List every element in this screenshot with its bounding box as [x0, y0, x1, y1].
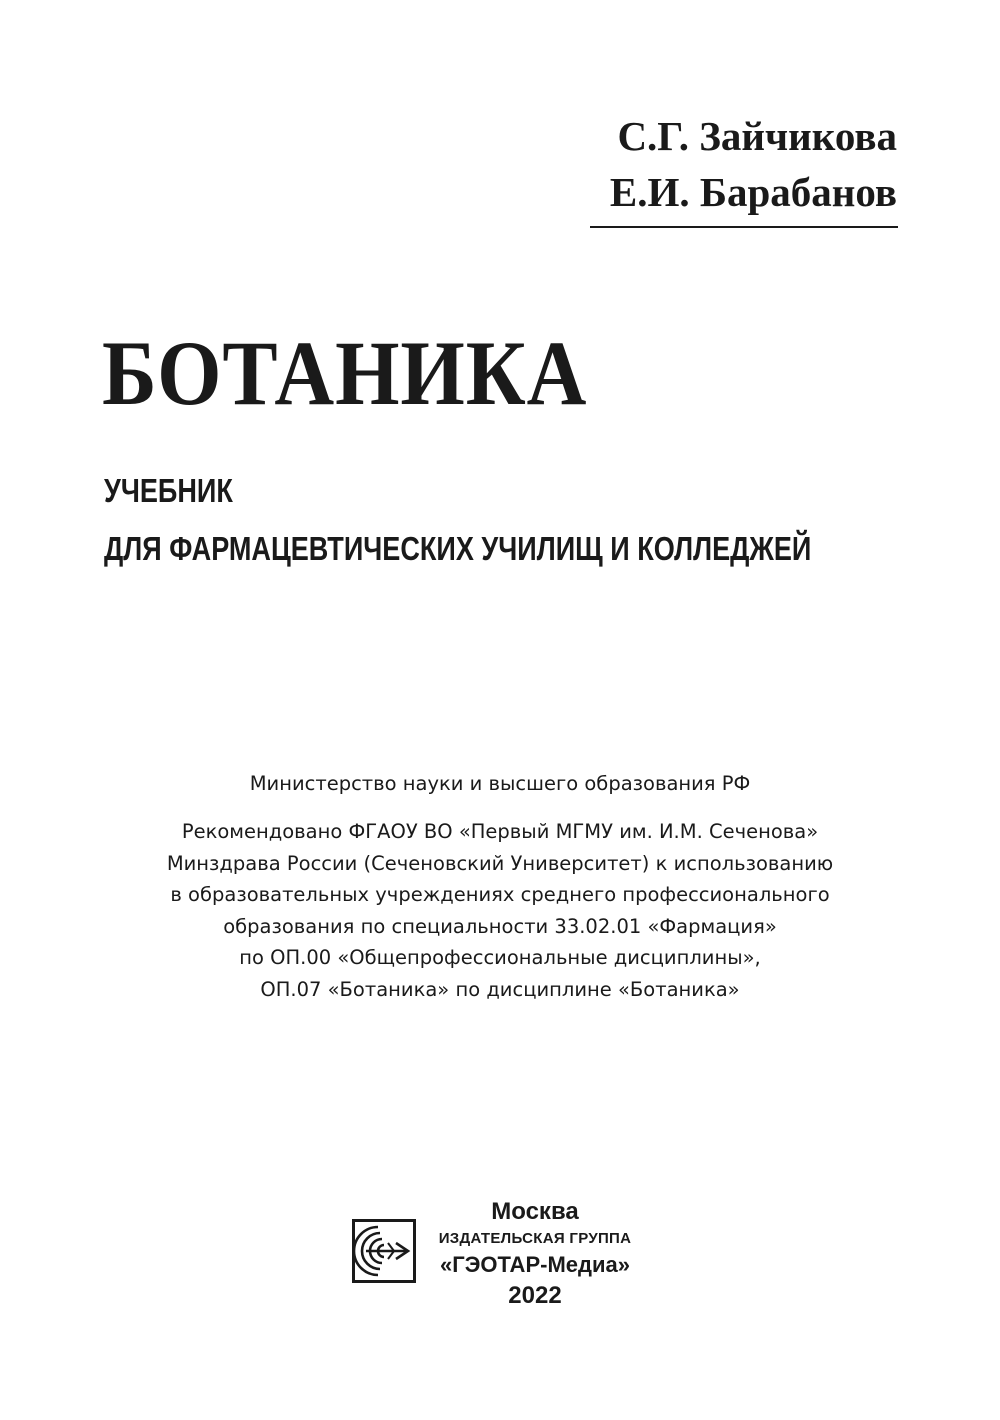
subtitle-line: УЧЕБНИК [104, 472, 233, 509]
recommendation-line: в образовательных учреждениях среднего профессионального [170, 883, 830, 907]
recommendation-line: ОП.07 «Ботаника» по дисциплине «Ботаника» [260, 977, 740, 1001]
author-name: С.Г. Зайчикова [617, 113, 897, 159]
publication-year: 2022 [508, 1282, 562, 1309]
approval-block [0, 768, 1000, 1006]
authors-block [610, 108, 897, 220]
recommendation-line: Рекомендовано ФГАОУ ВО «Первый МГМУ им. И.М. Сеченова» [181, 820, 819, 843]
subtitle-line: ДЛЯ ФАРМАЦЕВТИЧЕСКИХ УЧИЛИЩ И КОЛЛЕДЖЕЙ [104, 530, 812, 567]
book-subtitle [104, 462, 811, 578]
authors-divider [590, 226, 898, 228]
publisher-block [424, 1196, 646, 1312]
book-title: БОТАНИКА [102, 322, 588, 424]
publisher-name: «ГЭОТАР-Медиа» [440, 1252, 630, 1277]
author-name: Е.И. Барабанов [609, 169, 897, 215]
recommendation-line: образования по специальности 33.02.01 «Фармация» [223, 914, 777, 938]
geotar-logo-icon [352, 1219, 416, 1283]
recommendation-line: по ОП.00 «Общепрофессиональные дисциплины», [239, 946, 761, 970]
publisher-group: ИЗДАТЕЛЬСКАЯ ГРУППА [438, 1230, 632, 1247]
publisher-city: Москва [491, 1198, 579, 1225]
recommendation-line: Минздрава России (Сеченовский Университет) к использованию [166, 851, 834, 875]
ministry-line: Министерство науки и высшего образования РФ [249, 772, 751, 795]
